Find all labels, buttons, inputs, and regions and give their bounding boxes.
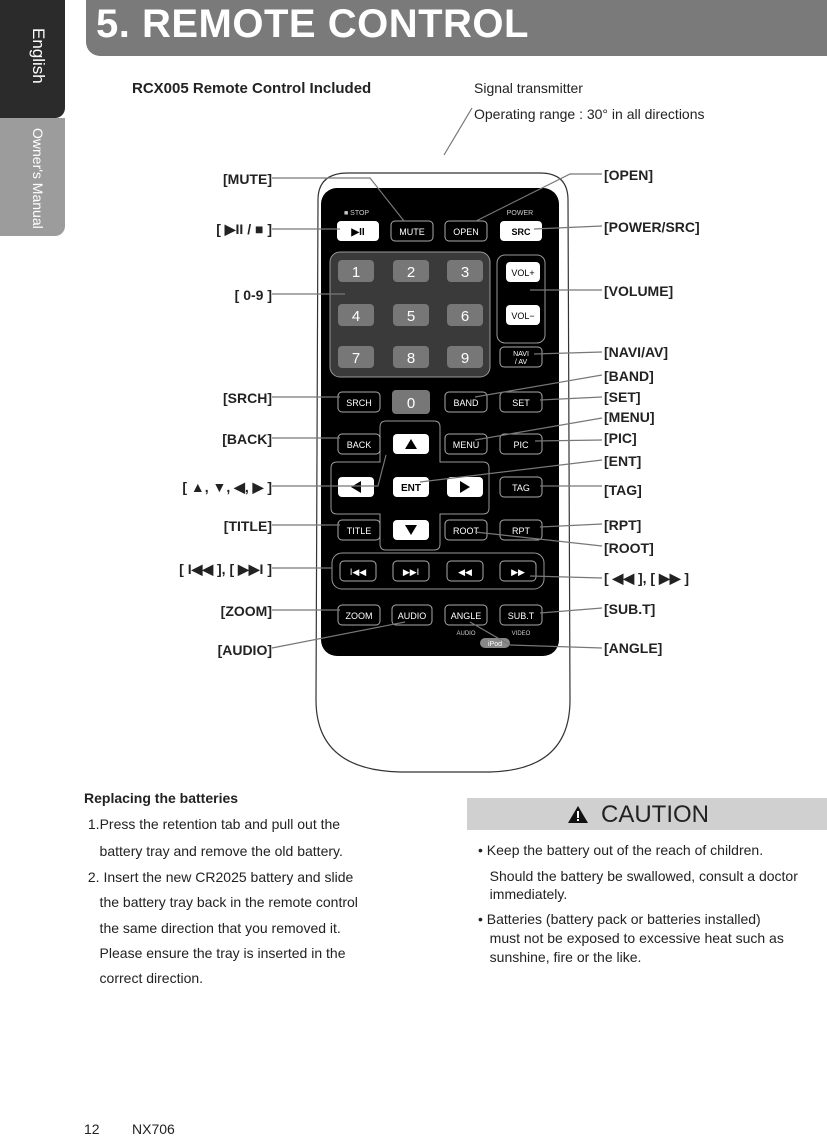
digit-key-7-text: 7 [351, 350, 361, 367]
digit-key-4-text: 4 [351, 308, 361, 325]
caution-line: immediately. [478, 886, 568, 902]
label-back: [BACK] [222, 431, 272, 447]
label-title: [TITLE] [223, 518, 272, 534]
digit-key-8-text: 8 [406, 350, 416, 367]
set-key-text: SET [512, 398, 530, 408]
label-volume: [VOLUME] [604, 283, 674, 299]
root-key-text: ROOT [453, 526, 479, 536]
digit-keys [338, 260, 483, 368]
ent-key-text: ENT [401, 483, 421, 494]
subt-key-text: SUB.T [507, 611, 535, 621]
warning-icon [567, 805, 589, 824]
caution-line: • Keep the battery out of the reach of children. [478, 842, 764, 858]
batteries-line: Please ensure the tray is inserted in the [84, 945, 346, 961]
zoom-key-text: ZOOM [345, 611, 373, 621]
label-angle: [ANGLE] [604, 640, 663, 656]
open-key-text: OPEN [453, 227, 479, 237]
label-zoom: [ZOOM] [220, 603, 272, 619]
caution-line: • Batteries (battery pack or batteries installed) [478, 911, 761, 927]
digit-key-5-text: 5 [406, 308, 416, 325]
title-key-text: TITLE [346, 526, 372, 536]
section-title: 5. REMOTE CONTROL [96, 2, 529, 46]
av-key-text: / AV [514, 359, 528, 366]
label-root: [ROOT] [604, 540, 654, 556]
mute-key-text: MUTE [399, 227, 425, 237]
label-sub-t: [SUB.T] [604, 601, 656, 617]
caution-line: Should the battery be swallowed, consult a doctor [478, 868, 798, 884]
operating-range-label: Operating range : 30° in all directions [474, 106, 705, 122]
label-band: [BAND] [604, 368, 654, 384]
digit-key-1-text: 1 [351, 264, 361, 281]
navi-key-text: NAVI [513, 351, 529, 358]
side-tab-owners-manual-text: Owner's Manual [30, 128, 46, 229]
back-key-text: BACK [346, 440, 372, 450]
remote-model-heading: RCX005 Remote Control Included [132, 80, 372, 97]
digit-key-0-text: 0 [406, 395, 416, 412]
caution-line: sunshine, fire or the like. [478, 949, 642, 965]
rpt-key-text: RPT [512, 526, 530, 536]
tag-key-text: TAG [512, 483, 530, 493]
angle-key-text: ANGLE [450, 611, 482, 621]
prev-key-text: I◀◀ [349, 567, 367, 577]
label-digits: [ 0-9 ] [234, 287, 272, 303]
batteries-line: 1.Press the retention tab and pull out the [84, 816, 341, 832]
label-srch: [SRCH] [223, 390, 272, 406]
label-power-src: [POWER/SRC] [604, 219, 700, 235]
label-tag: [TAG] [604, 482, 642, 498]
video-caption: VIDEO [511, 631, 531, 637]
model-name: NX706 [132, 1121, 175, 1137]
stop-caption: ■ STOP [344, 210, 370, 217]
batteries-line: correct direction. [84, 970, 204, 986]
signal-transmitter-label: Signal transmitter [474, 80, 583, 96]
caution-banner [467, 798, 827, 830]
label-audio: [AUDIO] [217, 642, 272, 658]
label-play-stop: [ ▶II / ■ ] [216, 221, 272, 237]
caution-line: must not be exposed to excessive heat such as [478, 930, 784, 946]
srch-key-text: SRCH [346, 398, 372, 408]
menu-key-text: MENU [452, 440, 480, 450]
label-mute: [MUTE] [223, 171, 272, 187]
audio-caption: AUDIO [456, 631, 476, 637]
batteries-line: 2. Insert the new CR2025 battery and slide [84, 869, 354, 885]
side-tab-english-text: English [29, 28, 48, 84]
batteries-line: the battery tray back in the remote control [84, 894, 358, 910]
label-open: [OPEN] [604, 167, 653, 183]
band-key-text: BAND [453, 398, 479, 408]
digit-key-3-text: 3 [460, 264, 470, 281]
label-navi-av: [NAVI/AV] [604, 344, 669, 360]
label-set: [SET] [604, 389, 641, 405]
label-skip: [ I◀◀ ], [ ▶▶I ] [179, 561, 272, 577]
batteries-line: battery tray and remove the old battery. [84, 843, 343, 859]
digit-key-9-text: 9 [460, 350, 470, 367]
label-menu: [MENU] [604, 409, 655, 425]
vol-down-key-text: VOL− [511, 311, 535, 321]
power-caption: POWER [506, 210, 534, 217]
digit-key-2-text: 2 [406, 264, 416, 281]
batteries-heading: Replacing the batteries [84, 790, 239, 806]
rew-key-text: ◀◀ [458, 567, 472, 577]
vol-up-key-text: VOL+ [511, 268, 535, 278]
caution-title: CAUTION [601, 801, 709, 828]
ipod-caption: iPod [487, 641, 503, 648]
digit-key-6-text: 6 [460, 308, 470, 325]
label-search: [ ◀◀ ], [ ▶▶ ] [604, 570, 690, 586]
label-rpt: [RPT] [604, 517, 642, 533]
src-key-text: SRC [511, 227, 531, 237]
pic-key-text: PIC [513, 440, 529, 450]
label-pic: [PIC] [604, 430, 637, 446]
play-stop-key-text: ▶II [351, 227, 365, 238]
audio-key-text: AUDIO [397, 611, 427, 621]
label-ent: [ENT] [604, 453, 642, 469]
page-number: 12 [84, 1121, 100, 1137]
batteries-line: the same direction that you removed it. [84, 920, 341, 936]
ff-key-text: ▶▶ [511, 567, 525, 577]
next-key-text: ▶▶I [402, 567, 420, 577]
label-arrows: [ ▲, ▼, ◀, ▶ ] [182, 479, 272, 495]
